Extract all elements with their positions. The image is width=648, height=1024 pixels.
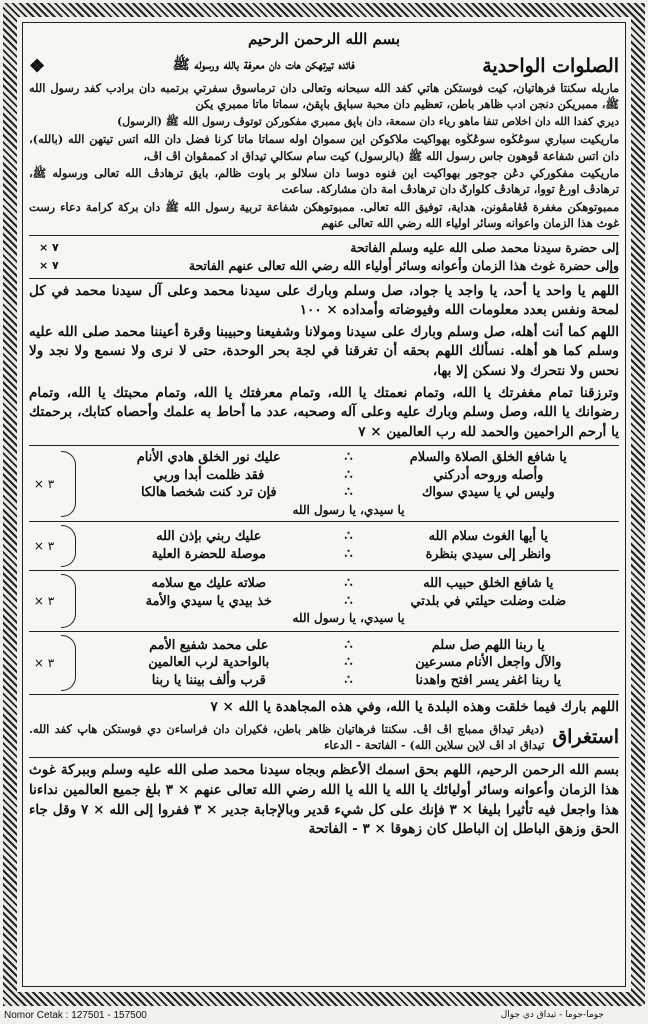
verse-first-half: والآل واجعل الأنام مسرعين — [415, 655, 562, 671]
salawat-dua-1: اللهم يا واحد يا أحد، يا واجد يا جواد، صل وسلم وبارك على سيدنا محمد وعلى آل سيدنا محمد في كل لمحة ونفس بعدد معلومات الله وفيوضاته وأمداده × ١٠٠ — [29, 282, 619, 319]
verse-first-half: يا شافع الخلق الصلاة والسلام — [409, 450, 567, 466]
poem-verses — [78, 449, 619, 518]
verse-first-half: وليس لي يا سيدي سواك — [421, 485, 555, 501]
poem-verse: يا أيها الغوث سلام الله ∴ عليك ربني بإذن الله — [78, 528, 619, 546]
footer — [0, 1010, 648, 1024]
poem-verses — [78, 528, 619, 563]
poem-verses — [78, 575, 619, 626]
intro-paragraph-3: ماريکيت سباري سوڠڬوه سوڠڬوه بهواکيت ملاکوکن اين سمواڽ اوله سماتا ماتا کرنا فضل دان الله اتس تيتهن الله (بالله)، دان اتس شفاعة ڤوهون جاس رسول الله ﷺ (بالرسول) کيت سام سکالي تيداق اد کممڤوان اڤ اڤ، — [29, 132, 619, 163]
verse-first-half: يا أيها الغوث سلام الله — [428, 529, 548, 545]
repeat-count: × ٣ — [33, 538, 55, 553]
poem-verse: وأصله وروحه أدركني ∴ فقد ظلمت أبدا وربي — [78, 467, 619, 485]
page-title: الصلوات الواحدية — [482, 55, 619, 77]
salawat-dua-2: اللهم كما أنت أهله، صل وسلم وبارك على سيدنا ومولانا وشفيعنا وحبيبنا وقرة أعيننا محمد صلى الله عليه وسلم كما هو أهله. نسألك اللهم بحقه أن تغرقنا في لجة بحر الوحدة، حتى لا نرى ولا نسمع ولا نجد ولا نحس ولا نتحرك ولا نسكن إلا بها، — [29, 323, 619, 380]
title-row — [29, 53, 619, 79]
verse-first-half: يا ربنا اغفر يسر افتح واهدنا — [415, 672, 561, 688]
intro-paragraph-1: ماريله سکنتا فرهاتيان، کيت فوستکن هاتي کفد الله سبحانه وتعالى دان ترماسوق سفرتي برتمبه دان برادب کفد رسول الله ﷺ، ممبريکن دنجن ادب ظاهر باطن، تعظيم دان محبة سباپق باپقڽ، سماتا ماتا ممبري يکن — [29, 81, 619, 112]
poem-verse: يا شافع الخلق الصلاة والسلام ∴ عليك نور الخلق هادي الأنام — [78, 449, 619, 467]
poem-block-3 — [29, 574, 619, 628]
verse-second-half: فقد ظلمت أبدا وربي — [153, 467, 265, 483]
divider — [29, 278, 619, 279]
divider — [29, 445, 619, 446]
intro-paragraph-2: ديري کفدا الله دان اخلاص تنفا ماهو رياء دان سمعة، دان باڽق ممبري مفکورکن توتوڤ رسول الله ﷺ (الرسول) — [117, 114, 619, 128]
greeting-count: × ٧ — [39, 258, 59, 272]
poem-refrain: يا سيدي، يا رسول الله — [292, 502, 405, 517]
page-content — [29, 25, 619, 984]
verse-second-half: موصلة للحضرة العلية — [151, 546, 266, 562]
poem-verse: وليس لي يا سيدي سواك ∴ فإن ترد كنت شخصا هالكا — [78, 484, 619, 502]
divider — [29, 570, 619, 571]
verse-second-half: بالواحدية لرب العالمين — [148, 655, 270, 671]
verse-first-half: وأصله وروحه أدركني — [433, 467, 544, 483]
divider — [29, 757, 619, 758]
print-number: Nomor Cetak : 127501 - 157500 — [4, 1010, 147, 1021]
verse-second-half: خذ بيدي يا سيدي والأمة — [145, 593, 272, 609]
closing-dua: اللهم بارك فيما خلقت وهذه البلدة يا الله، وفي هذه المجاهدة يا الله × ٧ — [210, 698, 619, 715]
verse-second-half: على محمد شفيع الأمم — [149, 637, 269, 653]
poem-block-4 — [29, 635, 619, 691]
verse-second-half: عليك نور الخلق هادي الأنام — [136, 450, 281, 466]
poem-verse: يا ربنا اللهم صل سلم ∴ على محمد شفيع الأمم — [78, 637, 619, 655]
verse-second-half: صلاته عليك مع سلامه — [151, 576, 267, 592]
divider — [29, 235, 619, 236]
ornament-star-icon: ❖ — [29, 55, 46, 77]
verse-second-half: عليك ربني بإذن الله — [156, 529, 262, 545]
greeting-line-1 — [29, 239, 619, 257]
verse-second-half: فإن ترد كنت شخصا هالكا — [140, 485, 277, 501]
divider — [29, 631, 619, 632]
repeat-count: × ٣ — [33, 476, 55, 491]
bismillah-heading: بسم الله الرحمن الرحيم — [247, 30, 401, 48]
divider — [29, 694, 619, 695]
verse-second-half: قرب وألف بيننا يا ربنا — [151, 672, 266, 688]
greeting-text: إلى حضرة سيدنا محمد صلى الله عليه وسلم الفاتحة — [350, 239, 619, 255]
brace-bracket — [61, 525, 76, 567]
istighraq-instruction: (ديڠر تيداق ممباچ اڤ اڤ. سکنتا فرهاتيان ظاهر باطن، فکيران دان فراساءن دي فوستکن هاپ کفد الله. تيداق اد اڤ لاين سلاين الله) - الفاتحة - الدعاء — [29, 721, 545, 752]
poem-block-1 — [29, 449, 619, 518]
greeting-line-2 — [29, 257, 619, 275]
istighraq-title: استغراق — [552, 725, 619, 748]
poem-verse: والآل واجعل الأنام مسرعين ∴ بالواحدية لرب العالمين — [78, 654, 619, 672]
divider — [29, 521, 619, 522]
verse-first-half: ضلت وضلت حيلتي في بلدتي — [410, 593, 566, 609]
verse-first-half: يا ربنا اللهم صل سلم — [431, 637, 545, 653]
repeat-count: × ٣ — [33, 655, 55, 670]
brace-bracket — [61, 574, 76, 628]
poem-refrain: يا سيدي، يا رسول الله — [292, 611, 405, 626]
salawat-dua-3: وترزقنا تمام مغفرتك يا الله، وتمام نعمتك يا الله، وتمام معرفتك يا الله، وتمام محبتك يا الله، وتمام رضوانك يا الله، وصل وسلم وبارك عليه وعلى آله وصحبه، عدد ما أحاط به علمك وأحصاه كتابك، برحمتك يا أرحم الراحمين والحمد لله رب العالمين × ٧ — [29, 384, 619, 440]
poem-verses — [78, 637, 619, 690]
poem-verse: يا ربنا اغفر يسر افتح واهدنا ∴ قرب وألف بيننا يا ربنا — [78, 672, 619, 690]
final-dua: بسم الله الرحمن الرحيم، اللهم بحق اسمك الأعظم وبجاه سيدنا محمد صلى الله عليه وسلم وببركة غوث هذا الزمان وأعوانه وسائر أوليائك يا الله يا الله يا الله رضي الله تعالى عنهم × ٣ بلغ جميع العالمين نداءنا هذا واجعل فيه تأثيرا بليغا × ٣ فإنك على كل شيء قدير وبالإجابة جدير × ٣ ففروا إلى الله × ٧ وقل جاء الحق وزهق الباطل إن الباطل كان زهوقا × ٣ - الفاتحة — [29, 762, 619, 838]
greeting-text: وإلى حضرة غوث هذا الزمان وأعوانه وسائر أولياء الله رضي الله تعالى عنهم الفاتحة — [188, 257, 619, 273]
greeting-count: × ٧ — [39, 240, 59, 254]
poem-verse: ضلت وضلت حيلتي في بلدتي ∴ خذ بيدي يا سيدي والأمة — [78, 593, 619, 611]
verse-first-half: يا شافع الخلق حبيب الله — [423, 576, 554, 592]
poem-block-2 — [29, 525, 619, 567]
verse-first-half: وانظر إلى سيدي بنظرة — [425, 546, 551, 562]
brace-bracket — [61, 451, 76, 517]
intro-paragraph-4: ماريکيت مفکورکي دڠن جوجور بهواکيت اين فنوه دوسا دان سلالو بر باوت ظالم، بايق ترهادڤ الله تعالى ورسوله ﷺ، ترهادڤ اورڠ تووا، ترهادڤ کلوارݢ دان ترهادڤ امة دان مشارکة. ساعت — [29, 166, 619, 197]
intro-paragraph-5: ممبوتوهکن مغفرة ڤڠامڤونن، هداية، توفيق الله تعالى. ممبوتوهکن شفاعة تربية رسول الله ﷺ دان برکة کرامة دعاء رست غوث هذا الزمان واعوانه وسائر اولياء الله رضي الله تعالى عنهم — [29, 199, 619, 231]
document-panel — [22, 22, 626, 987]
repeat-count: × ٣ — [33, 593, 55, 608]
footer-note: جوما-جوما - تيداق دي جوال — [500, 1010, 604, 1020]
poem-verse: يا شافع الخلق حبيب الله ∴ صلاته عليك مع سلامه — [78, 575, 619, 593]
brace-bracket — [61, 635, 76, 691]
istighraq-section — [29, 720, 619, 755]
page-subtitle: فائده تيرتهكن هات دان معرفة بالله ورسوله ﷺ — [172, 57, 355, 73]
poem-verse: وانظر إلى سيدي بنظرة ∴ موصلة للحضرة العلية — [78, 546, 619, 564]
